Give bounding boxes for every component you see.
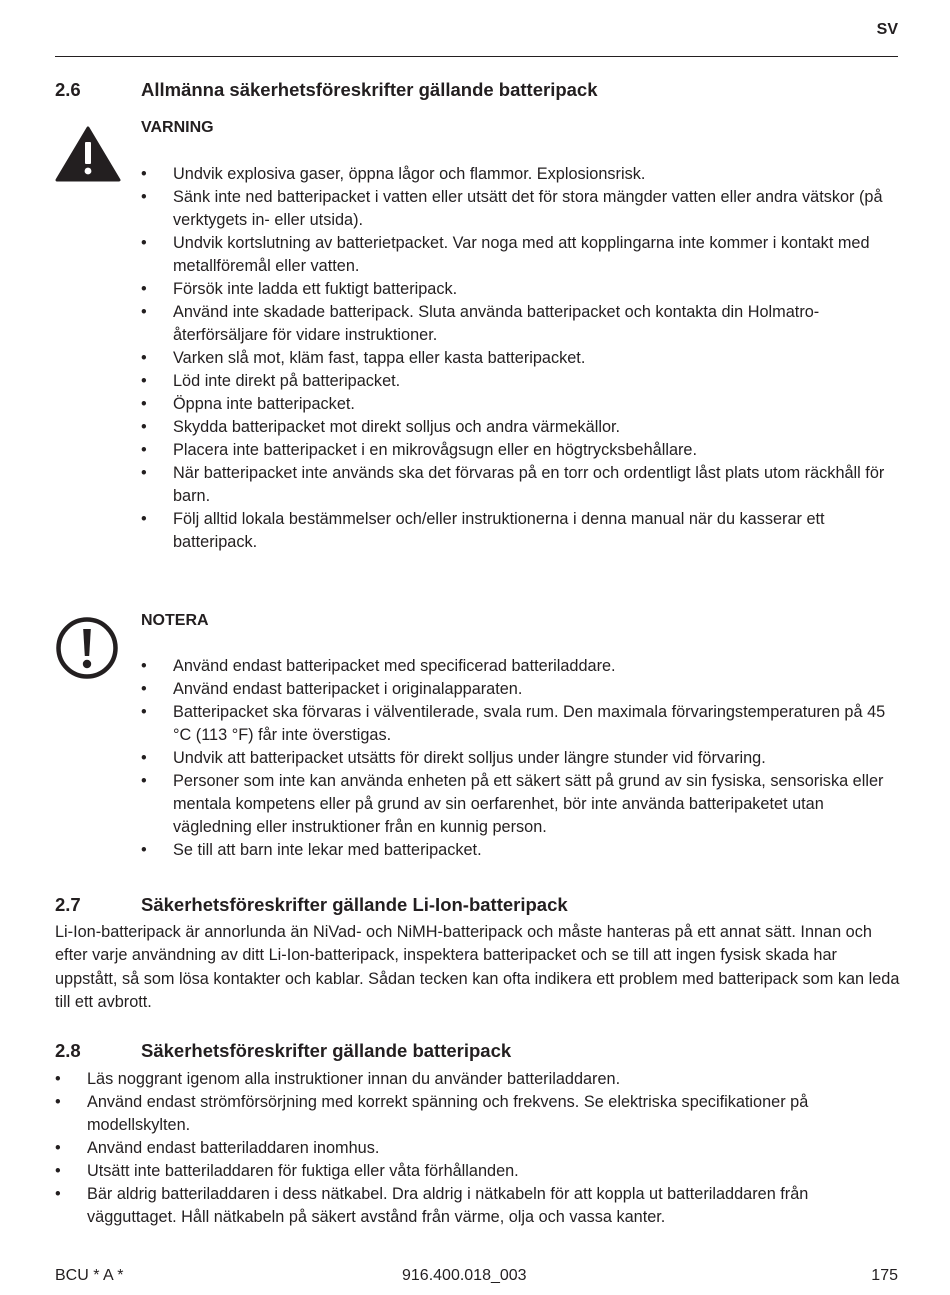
bullet-point: • xyxy=(141,772,147,790)
list-item xyxy=(141,186,901,232)
charger-safety-list xyxy=(55,1068,900,1229)
bullet-point: • xyxy=(141,280,147,298)
page-number: 175 xyxy=(871,1267,898,1284)
footer-model: BCU * A * xyxy=(55,1267,124,1284)
list-item xyxy=(141,416,901,439)
section-body-text: Li-Ion-batteripack är annorlunda än NiVad- och NiMH-batteripack och måste hanteras på ett annat sätt. Innan och efter varje användning av ditt Li-Ion-batteripack, inspektera batteripacket och se till att ingen fysisk skada har uppstått, så som lösa kontakter och kablar. Sådan tecken kan ofta indikera ett problem med batteripack som kan leda till ett avbrott. xyxy=(55,923,900,1012)
list-item-text: Använd endast batteripacket med specificerad batteriladdare. xyxy=(173,657,616,675)
list-item-text: Använd inte skadade batteripack. Sluta använda batteripacket och kontakta din Holmatro-återförsäljare för vidare instruktioner. xyxy=(173,303,820,344)
list-item xyxy=(141,678,901,701)
list-item-text: Personer som inte kan använda enheten på ett säkert sätt på grund av sin fysiska, sensoriska eller mentala kompetens eller på grund av sin oerfarenhet, bör inte använda batteripaketet utan vägledning eller instruktioner från en kunnig person. xyxy=(173,772,884,836)
bullet-point: • xyxy=(55,1070,61,1088)
list-item xyxy=(55,1137,900,1160)
bullet-point: • xyxy=(55,1162,61,1180)
list-item-text: Skydda batteripacket mot direkt solljus och andra värmekällor. xyxy=(173,418,621,436)
section-number: 2.8 xyxy=(55,1040,81,1061)
bullet-point: • xyxy=(141,188,147,206)
language-code: SV xyxy=(876,21,898,38)
list-item xyxy=(141,347,901,370)
bullet-point: • xyxy=(141,703,147,721)
bullet-point: • xyxy=(141,349,147,367)
header-rule xyxy=(55,56,898,57)
list-item xyxy=(55,1183,900,1229)
list-item-text: När batteripacket inte används ska det förvaras på en torr och ordentligt låst plats utom räckhåll för barn. xyxy=(173,464,885,505)
section-title: Allmänna säkerhetsföreskrifter gällande batteripack xyxy=(141,79,598,100)
list-item xyxy=(141,701,901,747)
note-label: NOTERA xyxy=(141,612,209,629)
list-item xyxy=(141,370,901,393)
bullet-point: • xyxy=(55,1139,61,1157)
note-list xyxy=(141,655,901,862)
list-item xyxy=(55,1068,900,1091)
list-item xyxy=(141,508,901,554)
list-item-text: Öppna inte batteripacket. xyxy=(173,395,355,413)
list-item-text: Använd endast batteriladdaren inomhus. xyxy=(87,1139,380,1157)
list-item-text: Använd endast strömförsörjning med korrekt spänning och frekvens. Se elektriska specifikationer på modellskylten. xyxy=(87,1093,809,1134)
bullet-point: • xyxy=(141,510,147,528)
bullet-point: • xyxy=(141,657,147,675)
list-item xyxy=(141,301,901,347)
list-item-text: Undvik kortslutning av batterietpacket. Var noga med att kopplingarna inte kommer i kontakt med metallföremål eller vatten. xyxy=(173,234,870,275)
bullet-point: • xyxy=(141,372,147,390)
list-item-text: Varken slå mot, kläm fast, tappa eller kasta batteripacket. xyxy=(173,349,586,367)
list-item-text: Läs noggrant igenom alla instruktioner innan du använder batteriladdaren. xyxy=(87,1070,621,1088)
bullet-point: • xyxy=(141,841,147,859)
bullet-point: • xyxy=(141,749,147,767)
section-title: Säkerhetsföreskrifter gällande Li-Ion-batteripack xyxy=(141,894,568,915)
bullet-point: • xyxy=(55,1093,61,1111)
list-item xyxy=(141,163,901,186)
bullet-point: • xyxy=(141,303,147,321)
list-item-text: Följ alltid lokala bestämmelser och/eller instruktionerna i denna manual när du kasserar ett batteripack. xyxy=(173,510,825,551)
list-item xyxy=(141,839,901,862)
bullet-point: • xyxy=(141,464,147,482)
list-item-text: Se till att barn inte lekar med batteripacket. xyxy=(173,841,482,859)
list-item xyxy=(141,439,901,462)
list-item xyxy=(55,1091,900,1137)
list-item xyxy=(141,462,901,508)
warning-triangle-icon xyxy=(55,126,121,182)
list-item-text: Bär aldrig batteriladdaren i dess nätkabel. Dra aldrig i nätkabeln för att koppla ut batteriladdaren från vägguttaget. Håll nätkabeln på säkert avstånd från värme, olja och vassa kanter. xyxy=(87,1185,809,1226)
list-item xyxy=(141,232,901,278)
list-item-text: Utsätt inte batteriladdaren för fuktiga eller våta förhållanden. xyxy=(87,1162,519,1180)
list-item xyxy=(141,393,901,416)
list-item-text: Sänk inte ned batteripacket i vatten eller utsätt det för stora mängder vatten eller andra vätskor (på verktygets in- eller utsida). xyxy=(173,188,883,229)
list-item-text: Löd inte direkt på batteripacket. xyxy=(173,372,401,390)
list-item-text: Placera inte batteripacket i en mikrovågsugn eller en högtrycksbehållare. xyxy=(173,441,697,459)
bullet-point: • xyxy=(55,1185,61,1203)
bullet-point: • xyxy=(141,418,147,436)
list-item xyxy=(141,747,901,770)
list-item-text: Undvik att batteripacket utsätts för direkt solljus under längre stunder vid förvaring. xyxy=(173,749,766,767)
list-item-text: Undvik explosiva gaser, öppna lågor och flammor. Explosionsrisk. xyxy=(173,165,646,183)
list-item-text: Använd endast batteripacket i originalapparaten. xyxy=(173,680,523,698)
list-item xyxy=(141,278,901,301)
bullet-point: • xyxy=(141,395,147,413)
list-item xyxy=(55,1160,900,1183)
bullet-point: • xyxy=(141,680,147,698)
warning-list xyxy=(141,163,901,554)
bullet-point: • xyxy=(141,441,147,459)
section-title: Säkerhetsföreskrifter gällande batteripack xyxy=(141,1040,512,1061)
bullet-point: • xyxy=(141,234,147,252)
list-item xyxy=(141,770,901,839)
list-item-text: Batteripacket ska förvaras i välventilerade, svala rum. Den maximala förvaringstemperaturen på 45 °C (113 °F) får inte överstigas. xyxy=(173,703,886,744)
list-item-text: Försök inte ladda ett fuktigt batteripack. xyxy=(173,280,458,298)
footer-doc-number: 916.400.018_003 xyxy=(402,1267,527,1284)
list-item xyxy=(141,655,901,678)
bullet-point: • xyxy=(141,165,147,183)
warning-label: VARNING xyxy=(141,119,214,136)
section-number: 2.6 xyxy=(55,79,81,100)
section-number: 2.7 xyxy=(55,894,81,915)
exclamation-circle-icon xyxy=(55,616,119,680)
